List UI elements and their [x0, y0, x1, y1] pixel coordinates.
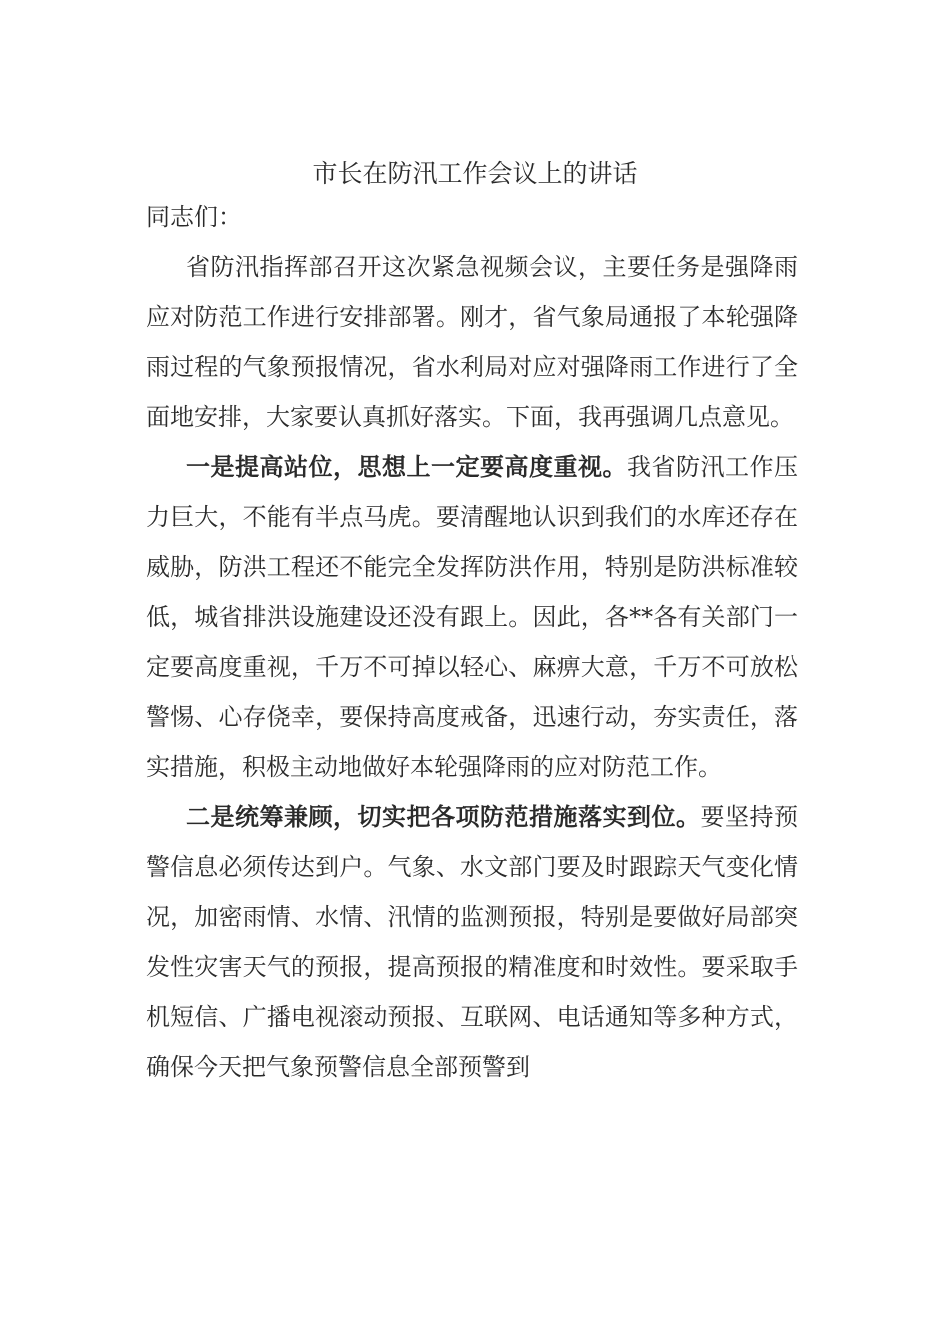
paragraph-intro: [146, 242, 798, 442]
paragraph-text: 要坚持预警信息必须传达到户。气象、水文部门要及时跟踪天气变化情况，加密雨情、水情、汛情的监测预报，特别是要做好局部突发性灾害天气的预报，提高预报的精准度和时效性。要采取手机短信、广播电视滚动预报、互联网、电话通知等多种方式，确保今天把气象预警信息全部预警到: [146, 803, 798, 1081]
salutation: 同志们：: [146, 203, 242, 231]
paragraph-text: 我省防汛工作压力巨大，不能有半点马虎。要清醒地认识到我们的水库还存在威胁，防洪工程还不能完全发挥防洪作用，特别是防洪标准较低，城省排洪设施建设还没有跟上。因此，各**各有关部门一定要高度重视，千万不可掉以轻心、麻痹大意，千万不可放松警惕、心存侥幸，要保持高度戒备，迅速行动，夯实责任，落实措施，积极主动地做好本轮强降雨的应对防范工作。: [146, 453, 798, 781]
paragraph-text: 省防汛指挥部召开这次紧急视频会议，主要任务是强降雨应对防范工作进行安排部署。刚才，省气象局通报了本轮强降雨过程的气象预报情况，省水利局对应对强降雨工作进行了全面地安排，大家要认真抓好落实。下面，我再强调几点意见。: [146, 253, 798, 431]
paragraph-point-two: [146, 792, 798, 1092]
paragraph-point-one: [146, 442, 798, 792]
document-title: 市长在防汛工作会议上的讲话: [312, 159, 638, 188]
paragraph-lead: 一是提高站位，思想上一定要高度重视。: [186, 453, 627, 481]
paragraph-lead: 二是统筹兼顾，切实把各项防范措施落实到位。: [186, 803, 701, 831]
document-body: [146, 192, 798, 1092]
